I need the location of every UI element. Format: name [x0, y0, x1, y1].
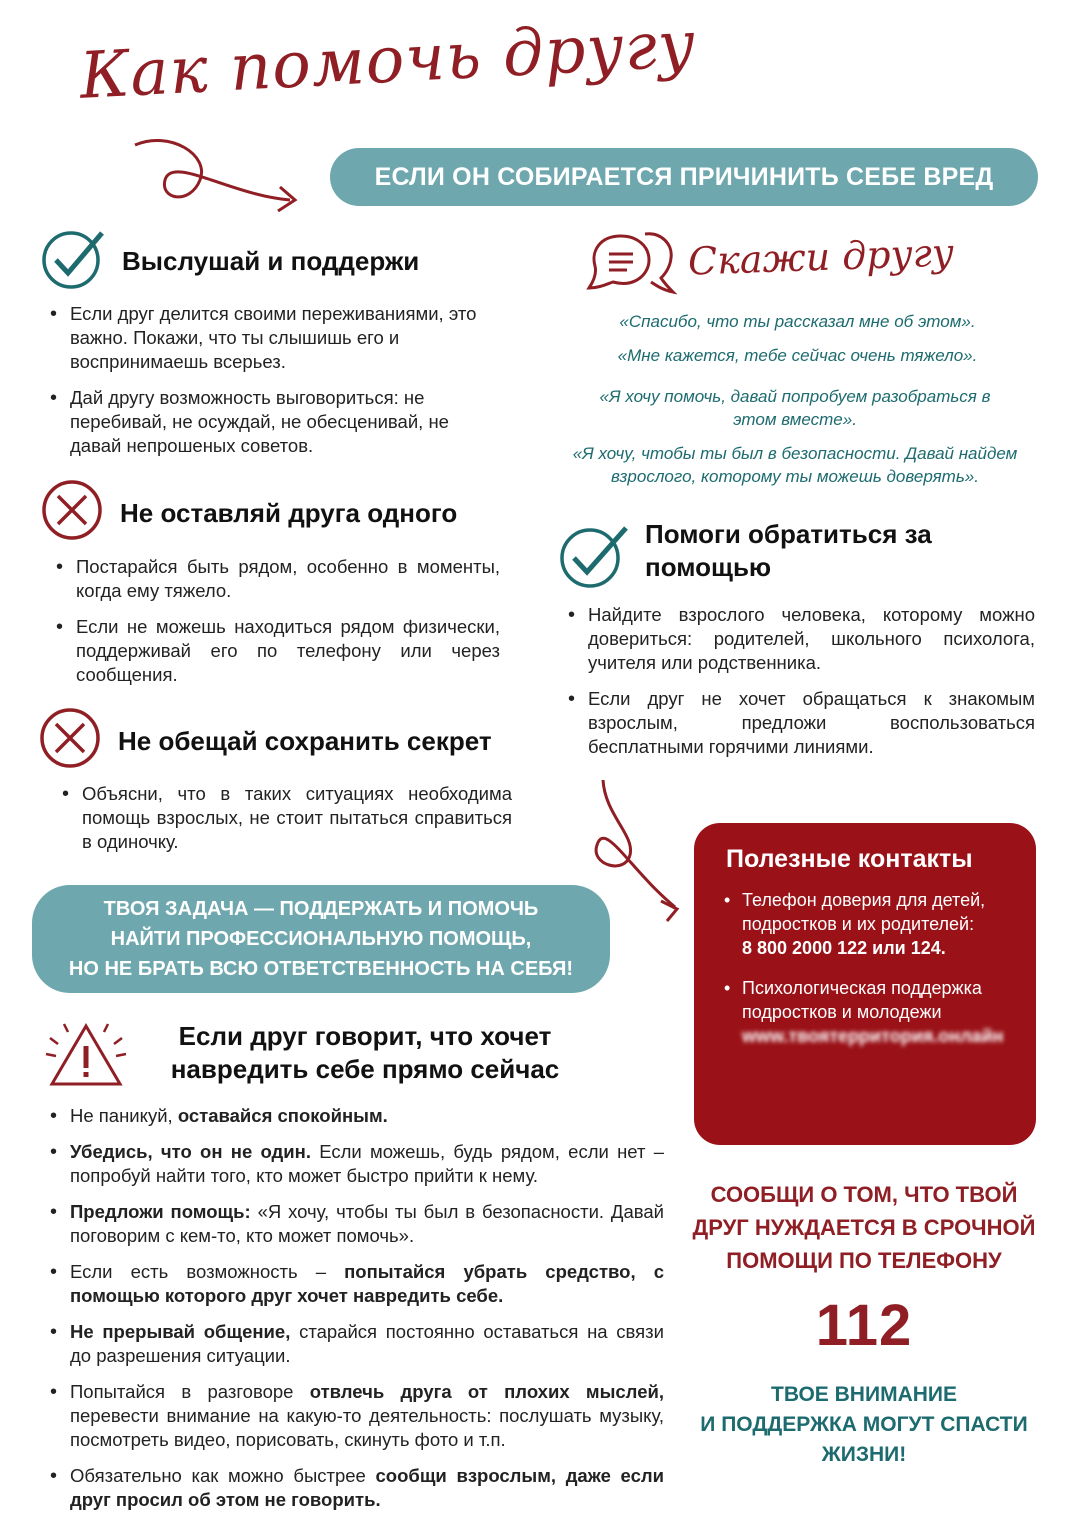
list-item: • Если не можешь находиться рядом физически, поддерживай его по телефону или через сообщения. [50, 615, 500, 687]
urgent-title-line: навредить себе прямо сейчас [170, 1054, 560, 1084]
list-item [44, 1260, 664, 1308]
quote: «Я хочу помочь, давай попробуем разобраться в этом вместе». [599, 387, 991, 429]
urgent-title [150, 1020, 580, 1086]
report-line: СООБЩИ О ТОМ, ЧТО ТВОЙ [710, 1182, 1018, 1207]
list-item: • Постарайся быть рядом, особенно в моменты, когда ему тяжело. [50, 555, 500, 603]
curl-arrow-icon [585, 775, 685, 925]
emergency-number[interactable]: 112 [815, 1293, 913, 1358]
plain-text: Если есть возможность – [70, 1261, 345, 1282]
subtitle-banner: ЕСЛИ ОН СОБИРАЕТСЯ ПРИЧИНИТЬ СЕБЕ ВРЕД [330, 148, 1038, 206]
report-line: ПОМОЩИ ПО ТЕЛЕФОНУ [726, 1248, 1002, 1273]
list-item [44, 1464, 664, 1512]
emphasis-text: Убедись, что он не один. [70, 1141, 311, 1162]
check-circle-icon [40, 225, 106, 298]
task-banner [32, 885, 610, 993]
plain-text: Попытайся в разговоре [70, 1381, 310, 1402]
say-title: Скажи другу [687, 230, 955, 284]
list-item: • Если друг делится своими переживаниями, это важно. Покажи, что ты слышишь его и воспринимаешь всерьез. [44, 302, 504, 374]
emphasis-text: отвлечь друга от плохих мыслей, [309, 1381, 664, 1402]
help-title [645, 518, 932, 584]
x-circle-icon [40, 478, 104, 549]
list-item: • Если друг не хочет обращаться к знакомым взрослым, предложи воспользоваться бесплатными горячими линиями. [562, 687, 1035, 759]
list-item [44, 1140, 664, 1188]
listen-title: Выслушай и поддержи [122, 246, 420, 276]
plain-text: «Я хочу, чтобы ты был в безопасности. Давай поговорим с кем-то, кто может помочь». [70, 1201, 664, 1246]
listen-list [44, 302, 504, 470]
plain-text: Не паникуй, [70, 1105, 178, 1126]
dont-leave-list [50, 555, 500, 699]
emphasis-text: Не прерывай общение, [70, 1321, 291, 1342]
urgent-title-line: Если друг говорит, что хочет [178, 1021, 552, 1051]
footer-line: ЖИЗНИ! [821, 1443, 907, 1466]
speech-bubbles-icon [585, 226, 677, 307]
warning-triangle-icon [44, 1018, 128, 1095]
x-circle-icon [38, 706, 102, 777]
help-title-line: помощью [645, 552, 772, 582]
task-line: НО НЕ БРАТЬ ВСЮ ОТВЕТСТВЕННОСТЬ НА СЕБЯ! [68, 958, 574, 980]
report-line: ДРУГ НУЖДАЕТСЯ В СРОЧНОЙ [692, 1215, 1036, 1240]
footer-line: ТВОЕ ВНИМАНИЕ [771, 1383, 957, 1406]
emphasis-text: Предложи помощь: [70, 1201, 251, 1222]
contacts-item [720, 888, 1012, 960]
plain-text: Если можешь, будь рядом, если нет – попробуй найти того, кто может быстро прийти к нему. [70, 1141, 664, 1186]
quote: «Я хочу, чтобы ты был в безопасности. Давай найдем взрослого, которому ты можешь доверять». [572, 444, 1018, 486]
help-list [562, 603, 1035, 771]
footer-text [680, 1380, 1048, 1470]
dont-leave-section-header [40, 478, 510, 549]
contacts-title: Полезные контакты [726, 845, 973, 873]
emphasis-text: сообщи взрослым, даже если друг просил об этом не говорить. [70, 1465, 664, 1510]
list-item: • Дай другу возможность выговориться: не перебивай, не осуждай, не обесценивай, не давай непрошеных советов. [44, 386, 504, 458]
urgent-list [44, 1104, 664, 1524]
list-item: • Найдите взрослого человека, которому можно довериться: родителей, школьного психолога, учителя или родственника. [562, 603, 1035, 675]
contacts-item-text: Телефон доверия для детей, подростков и их родителей: [742, 890, 986, 934]
emphasis-text: попытайся убрать средство, с помощью которого друг хочет навредить себе. [70, 1261, 664, 1306]
page-title: Как помочь другу [78, 7, 698, 114]
contacts-item-text: Психологическая поддержка подростков и молодежи [742, 978, 982, 1022]
list-item [44, 1104, 664, 1128]
list-item [44, 1320, 664, 1368]
report-text [690, 1178, 1038, 1277]
check-circle-icon [556, 520, 630, 595]
contacts-list [720, 888, 1012, 1048]
plain-text: Обязательно как можно быстрее [70, 1465, 376, 1486]
contacts-item [720, 976, 1012, 1048]
no-secret-list [56, 782, 512, 866]
help-title-line: Помоги обратиться за [645, 519, 932, 549]
no-secret-title: Не обещай сохранить секрет [118, 726, 492, 756]
list-item: • Объясни, что в таких ситуациях необходима помощь взрослых, не стоит пытаться справиться в одиночку. [56, 782, 512, 854]
quote: «Спасибо, что ты рассказал мне об этом». [619, 312, 976, 331]
plain-text: перевести внимание на какую-то деятельность: послушать музыку, посмотреть видео, порисовать, скинуть фото и т.п. [70, 1405, 664, 1450]
listen-section-header [40, 225, 510, 298]
emphasis-text: оставайся спокойным. [177, 1105, 388, 1126]
plain-text: старайся постоянно оставаться на связи до разрешения ситуации. [70, 1321, 665, 1366]
task-line: ТВОЯ ЗАДАЧА — ПОДДЕРЖАТЬ И ПОМОЧЬ [103, 898, 539, 920]
footer-line: И ПОДДЕРЖКА МОГУТ СПАСТИ [700, 1413, 1028, 1436]
contacts-website-link[interactable]: www.твоятерритория.онлайн [742, 1026, 1004, 1046]
quote: «Мне кажется, тебе сейчас очень тяжело». [617, 346, 978, 365]
task-line: НАЙТИ ПРОФЕССИОНАЛЬНУЮ ПОМОЩЬ, [110, 928, 532, 950]
list-item [44, 1200, 664, 1248]
contacts-card [694, 823, 1036, 1145]
no-secret-section-header [38, 706, 518, 777]
dont-leave-title: Не оставляй друга одного [120, 498, 458, 528]
list-item [44, 1380, 664, 1452]
curl-arrow-icon [130, 125, 310, 225]
hotline-phone[interactable]: 8 800 2000 122 или 124. [742, 938, 946, 958]
